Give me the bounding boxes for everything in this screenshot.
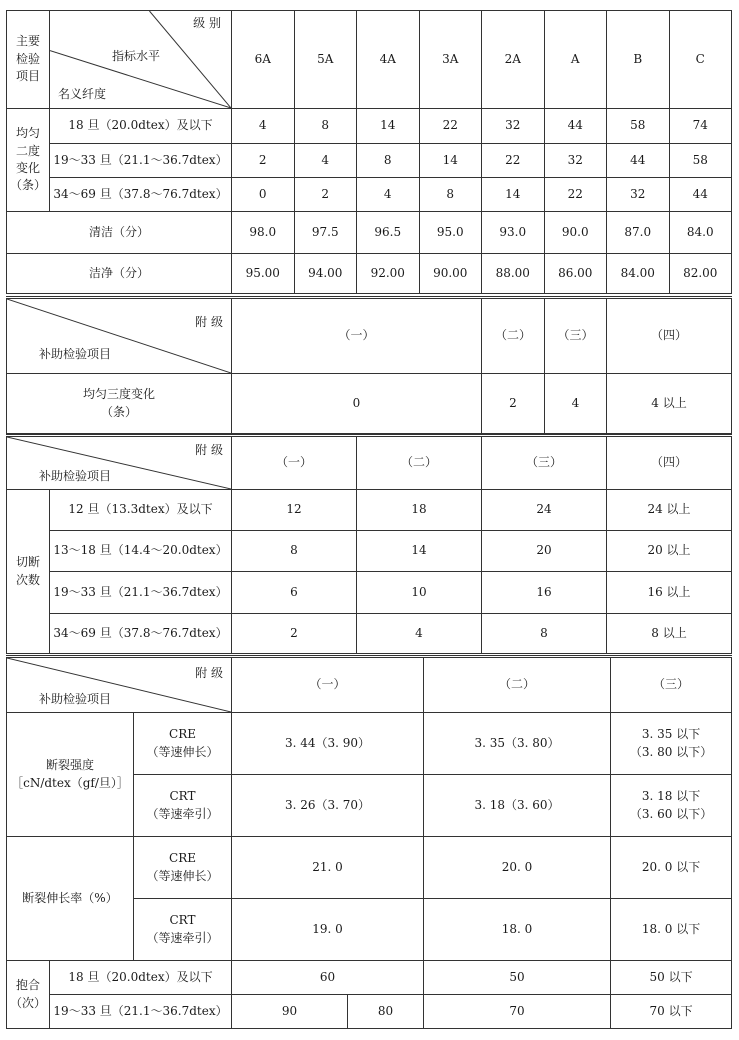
cell: 94.00 (294, 254, 357, 294)
table-row (7, 374, 732, 434)
denier-header-label: 名义纤度 (58, 87, 107, 101)
cell: 92.00 (357, 254, 420, 294)
cell: 4 (357, 178, 420, 212)
table-row (7, 490, 732, 531)
grade-header: （一） (232, 298, 482, 374)
table-row (7, 961, 732, 995)
cell: 16 以上 (607, 572, 732, 614)
denier-range: 19～33 旦（21.1～36.7dtex） (50, 144, 232, 178)
cell: 8 (419, 178, 482, 212)
cell: 32 (482, 109, 545, 144)
breaks-table (6, 434, 732, 654)
table-row (7, 531, 732, 572)
cell: 4 (294, 144, 357, 178)
cell: 2 (294, 178, 357, 212)
cell: 8 (357, 144, 420, 178)
cell: 8 (232, 531, 357, 572)
cell: 14 (357, 531, 482, 572)
denier-range: 13～18 旦（14.4～20.0dtex） (50, 531, 232, 572)
denier-range: 19～33 旦（21.1～36.7dtex） (50, 572, 232, 614)
item-header-label: 补助检验项目 (39, 347, 112, 361)
table-row (7, 572, 732, 614)
uniformity-label: 均匀 二度 变化 （条） (7, 109, 50, 212)
cell: 3. 35 以下 （3. 80 以下） (611, 713, 732, 775)
grade-header-label: 附 级 (195, 666, 224, 680)
cell: 84.00 (607, 254, 670, 294)
cell: 21. 0 (232, 837, 424, 899)
table-row (7, 212, 732, 254)
grade-header: 3A (419, 11, 482, 109)
cell: 3. 26（3. 70） (232, 775, 424, 837)
cell: 18. 0 (424, 899, 611, 961)
grade-header: 5A (294, 11, 357, 109)
cell: 22 (544, 178, 607, 212)
cell: 12 (232, 490, 357, 531)
cell: 20. 0 以下 (611, 837, 732, 899)
cell: 22 (482, 144, 545, 178)
cell: 95.0 (419, 212, 482, 254)
cell: 3. 18 以下 （3. 60 以下） (611, 775, 732, 837)
cell: 96.5 (357, 212, 420, 254)
cell: 84.0 (669, 212, 732, 254)
grade-header: C (669, 11, 732, 109)
test-method: CRT （等速牵引） (134, 899, 232, 961)
corner-header (50, 11, 232, 109)
cell: 32 (544, 144, 607, 178)
cell: 24 以上 (607, 490, 732, 531)
grade-header: （一） (232, 436, 357, 490)
cell: 60 (232, 961, 424, 995)
grade-header: B (607, 11, 670, 109)
cell: 44 (607, 144, 670, 178)
grade-header-label: 附 级 (195, 315, 223, 329)
cell: 58 (669, 144, 732, 178)
test-method: CRE （等速伸长） (134, 713, 232, 775)
cell: 3. 18（3. 60） (424, 775, 611, 837)
cell: 8 (294, 109, 357, 144)
cell: 0 (232, 374, 482, 434)
denier-range: 12 旦（13.3dtex）及以下 (50, 490, 232, 531)
denier-range: 34～69 旦（37.8～76.7dtex） (50, 178, 232, 212)
grade-header: （四） (607, 436, 732, 490)
cell: 18. 0 以下 (611, 899, 732, 961)
cell: 87.0 (607, 212, 670, 254)
cell: 93.0 (482, 212, 545, 254)
table-row (7, 995, 732, 1029)
table-row (7, 178, 732, 212)
cell: 50 (424, 961, 611, 995)
grade-header: 2A (482, 11, 545, 109)
cell: 70 (424, 995, 611, 1029)
cell: 8 (482, 614, 607, 654)
uniformity-three-label: 均匀三度变化 （条） (7, 374, 232, 434)
cell: 4 (232, 109, 295, 144)
test-method: CRT （等速牵引） (134, 775, 232, 837)
cell: 98.0 (232, 212, 295, 254)
grade-header: （二） (482, 298, 545, 374)
strength-elongation-table (6, 655, 732, 1029)
cell: 70 以下 (611, 995, 732, 1029)
denier-range: 19～33 旦（21.1～36.7dtex） (50, 995, 232, 1029)
main-grade-table (6, 10, 732, 294)
cell: 20 以上 (607, 531, 732, 572)
cell: 90.0 (544, 212, 607, 254)
cell: 20 (482, 531, 607, 572)
grade-header: （二） (357, 436, 482, 490)
corner-header (7, 657, 232, 713)
cell: 6 (232, 572, 357, 614)
grade-header: （四） (607, 298, 732, 374)
cell: 2 (232, 614, 357, 654)
cell: 44 (544, 109, 607, 144)
cleanliness-label: 清洁（分） (7, 212, 232, 254)
grade-header: （二） (424, 657, 611, 713)
cell: 32 (607, 178, 670, 212)
cell: 80 (348, 995, 424, 1029)
table-row (7, 109, 732, 144)
cell: 90.00 (419, 254, 482, 294)
cell: 14 (419, 144, 482, 178)
cell: 22 (419, 109, 482, 144)
cell: 90 (232, 995, 348, 1029)
neatness-label: 洁净（分） (7, 254, 232, 294)
table-row (7, 144, 732, 178)
grade-header: （一） (232, 657, 424, 713)
cell: 2 (232, 144, 295, 178)
cell: 97.5 (294, 212, 357, 254)
cell: 19. 0 (232, 899, 424, 961)
grade-header: （三） (545, 298, 607, 374)
table-row (7, 614, 732, 654)
grade-header: 6A (232, 11, 295, 109)
elongation-label: 断裂伸长率（%） (7, 837, 134, 961)
item-header-label: 补助检验项目 (39, 469, 112, 483)
table-row (7, 254, 732, 294)
cell: 95.00 (232, 254, 295, 294)
cell: 3. 44（3. 90） (232, 713, 424, 775)
cell: 4 (357, 614, 482, 654)
grade-header-label: 级 别 (193, 16, 221, 30)
diagonal-line (7, 299, 231, 373)
cell: 4 以上 (607, 374, 732, 434)
cell: 74 (669, 109, 732, 144)
cell: 10 (357, 572, 482, 614)
cell: 82.00 (669, 254, 732, 294)
denier-range: 18 旦（20.0dtex）及以下 (50, 109, 232, 144)
table-row (7, 713, 732, 775)
cell: 18 (357, 490, 482, 531)
corner-header (7, 436, 232, 490)
table-row (7, 837, 732, 899)
grade-header: A (544, 11, 607, 109)
cell: 20. 0 (424, 837, 611, 899)
main-items-header: 主要 检验 项目 (7, 11, 50, 109)
item-header-label: 补助检验项目 (39, 692, 112, 706)
grade-header: （三） (482, 436, 607, 490)
cell: 50 以下 (611, 961, 732, 995)
strength-label: 断裂强度 ［cN/dtex（gf/旦）］ (7, 713, 134, 837)
cell: 86.00 (544, 254, 607, 294)
cell: 24 (482, 490, 607, 531)
cell: 8 以上 (607, 614, 732, 654)
cohesion-label: 抱合 （次） (7, 961, 50, 1029)
cell: 2 (482, 374, 545, 434)
cell: 4 (545, 374, 607, 434)
breaks-label: 切断 次数 (7, 490, 50, 654)
cell: 3. 35（3. 80） (424, 713, 611, 775)
grade-header-label: 附 级 (195, 443, 223, 457)
denier-range: 18 旦（20.0dtex）及以下 (50, 961, 232, 995)
corner-header (7, 298, 232, 374)
cell: 14 (482, 178, 545, 212)
cell: 88.00 (482, 254, 545, 294)
test-method: CRE （等速伸长） (134, 837, 232, 899)
cell: 16 (482, 572, 607, 614)
indicator-header-label: 指标水平 (112, 49, 161, 63)
cell: 58 (607, 109, 670, 144)
uniformity-three-table (6, 296, 732, 434)
grade-header: 4A (357, 11, 420, 109)
cell: 0 (232, 178, 295, 212)
grade-header: （三） (611, 657, 732, 713)
cell: 14 (357, 109, 420, 144)
denier-range: 34～69 旦（37.8～76.7dtex） (50, 614, 232, 654)
cell: 44 (669, 178, 732, 212)
